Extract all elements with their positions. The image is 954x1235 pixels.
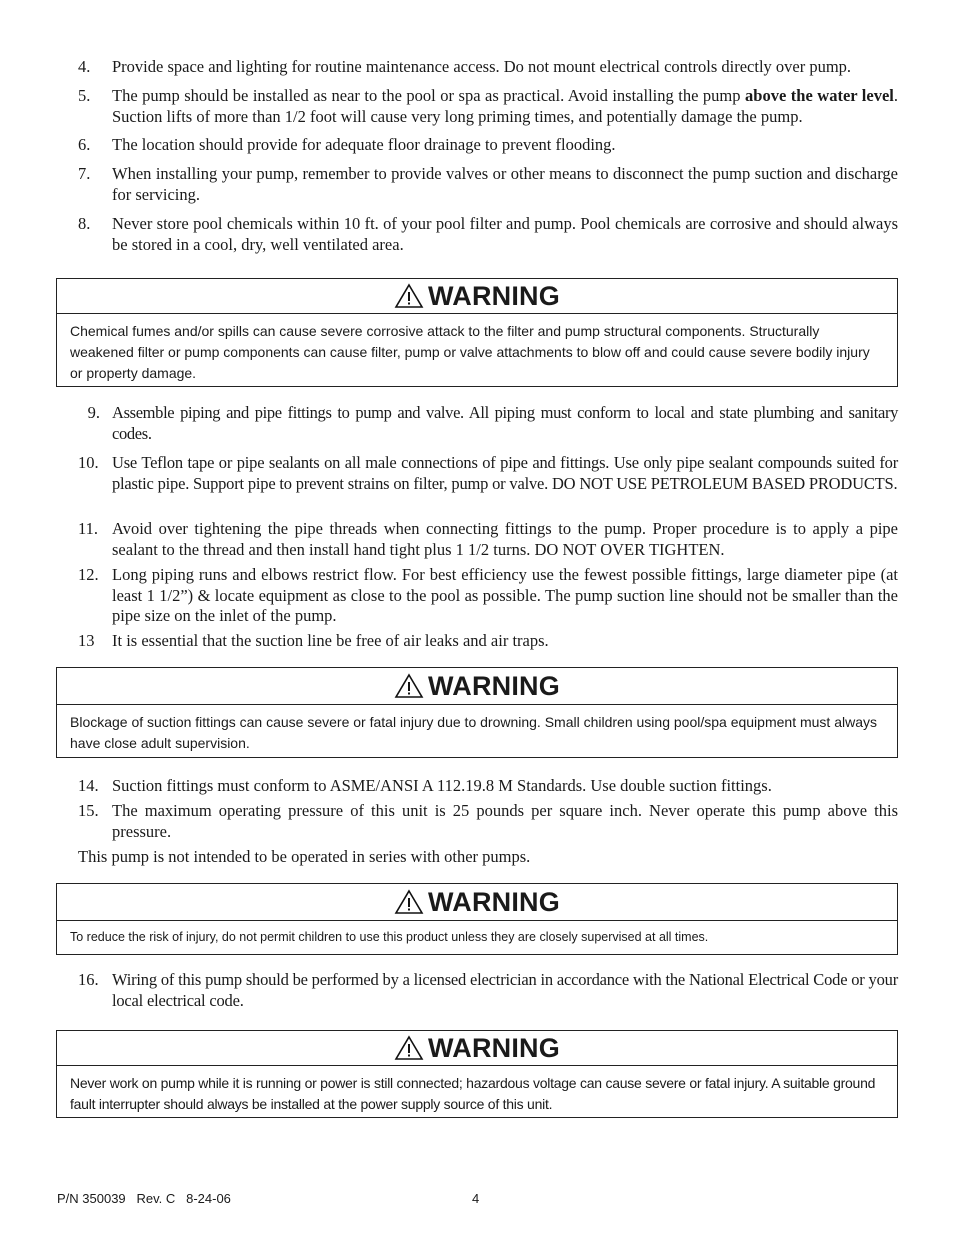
item-number: 13 — [78, 631, 95, 650]
warning-title: WARNING — [428, 280, 560, 311]
page-number: 4 — [472, 1191, 480, 1206]
item-number: 12. — [78, 565, 99, 584]
warning-box — [56, 278, 898, 387]
item-number: 7. — [78, 164, 91, 183]
list-item — [78, 214, 898, 255]
warning-text: Blockage of suction fittings can cause severe or fatal injury due to drowning. Small children using pool/spa equipment must always have close adult supervision. — [70, 714, 877, 751]
warning-title: WARNING — [428, 670, 560, 701]
warning-header — [57, 884, 897, 921]
item-text: Avoid over tightening the pipe threads when connecting fittings to the pump. Proper procedure is to apply a pipe sealant to the thread and then install hand tight plus 1 1/2 turns. DO NOT OVER TIGHTEN. — [112, 519, 898, 559]
list-item — [78, 86, 898, 127]
list-item — [78, 135, 898, 156]
list-item — [78, 776, 898, 797]
item-number: 6. — [78, 135, 91, 154]
warning-header — [57, 279, 897, 314]
warning-triangle-icon — [394, 283, 424, 309]
item-number: 11. — [78, 519, 99, 538]
list-item — [78, 164, 898, 205]
item-text: Use Teflon tape or pipe sealants on all male connections of pipe and fittings. Use only pipe sealant compounds suited for plastic pipe. Support pipe to prevent strains on filter, pump or valve. DO NOT USE PETROLEUM BASED PRODUCTS. — [112, 453, 898, 493]
item-text: It is essential that the suction line be free of air leaks and air traps. — [112, 631, 549, 650]
item-number: 15. — [78, 801, 99, 820]
warning-title: WARNING — [428, 1032, 560, 1063]
list-item — [78, 453, 898, 494]
warning-box — [56, 667, 898, 758]
warning-text: Chemical fumes and/or spills can cause severe corrosive attack to the filter and pump structural components. Structurally weakened filter or pump components can cause filter, pump or valve attachments to blow off and could cause severe bodily injury or property damage. — [70, 323, 870, 381]
warning-title: WARNING — [428, 886, 560, 917]
item-text: Provide space and lighting for routine maintenance access. Do not mount electrical controls directly over pump. — [112, 57, 852, 76]
item-number: 8. — [78, 214, 91, 233]
list-item — [78, 519, 898, 560]
warning-header — [57, 1031, 897, 1066]
item-text-pre: The pump should be installed as near to the pool or spa as practical. Avoid installing the pump — [112, 86, 746, 105]
item-number: 4. — [78, 57, 91, 76]
item-number: 14. — [78, 776, 99, 795]
item-text: The maximum operating pressure of this unit is 25 pounds per square inch. Never operate this pump above this pressure. — [112, 801, 898, 841]
list-item — [78, 631, 898, 652]
item-text: Assemble piping and pipe fittings to pump and valve. All piping must conform to local and state plumbing and sanitary codes. — [112, 403, 898, 443]
warning-triangle-icon — [394, 889, 424, 915]
item-text: When installing your pump, remember to provide valves or other means to disconnect the pump suction and discharge for servicing. — [112, 164, 898, 204]
item-text — [112, 86, 898, 127]
warning-box — [56, 1030, 898, 1118]
item-text: Wiring of this pump should be performed by a licensed electrician in accordance with the National Electrical Code or your local electrical code. — [112, 970, 898, 1010]
part-number: P/N 350039 Rev. C 8-24-06 — [57, 1191, 231, 1206]
list-item — [78, 565, 898, 627]
warning-text: Never work on pump while it is running or power is still connected; hazardous voltage can cause severe or fatal injury. A suitable ground fault interrupter should always be installed at the power supply source of this unit. — [70, 1075, 876, 1112]
item-number: 10. — [78, 453, 99, 472]
list-item — [78, 403, 898, 444]
item-number: 9. — [87, 403, 100, 422]
item-text: Suction fittings must conform to ASME/ANSI A 112.19.8 M Standards. Use double suction fittings. — [112, 776, 772, 795]
item-text: Never store pool chemicals within 10 ft. of your pool filter and pump. Pool chemicals are corrosive and should always be stored in a cool, dry, well ventilated area. — [112, 214, 898, 254]
warning-text: To reduce the risk of injury, do not permit children to use this product unless they are closely supervised at all times. — [70, 930, 709, 944]
list-item — [78, 801, 898, 842]
list-item — [78, 57, 898, 78]
warning-triangle-icon — [394, 673, 424, 699]
item-number: 5. — [78, 86, 91, 105]
list-item — [78, 970, 898, 1011]
item-text: The location should provide for adequate floor drainage to prevent flooding. — [112, 135, 616, 154]
note-text: This pump is not intended to be operated in series with other pumps. — [78, 847, 531, 866]
item-text: Long piping runs and elbows restrict flow. For best efficiency use the fewest possible fittings, large diameter pipe (at least 1 1/2”) & locate equipment as close to the pool as possible. The pump suction line should not be smaller than the pipe size on the inlet of the pump. — [112, 565, 898, 625]
item-text-post: . Suction lifts of more than 1/2 foot will cause very long priming times, and potentially damage the pump. — [112, 86, 899, 126]
item-text-bold: above the water level — [745, 86, 894, 105]
warning-header — [57, 668, 897, 705]
item-number: 16. — [78, 970, 99, 989]
warning-box — [56, 883, 898, 955]
warning-triangle-icon — [394, 1035, 424, 1061]
